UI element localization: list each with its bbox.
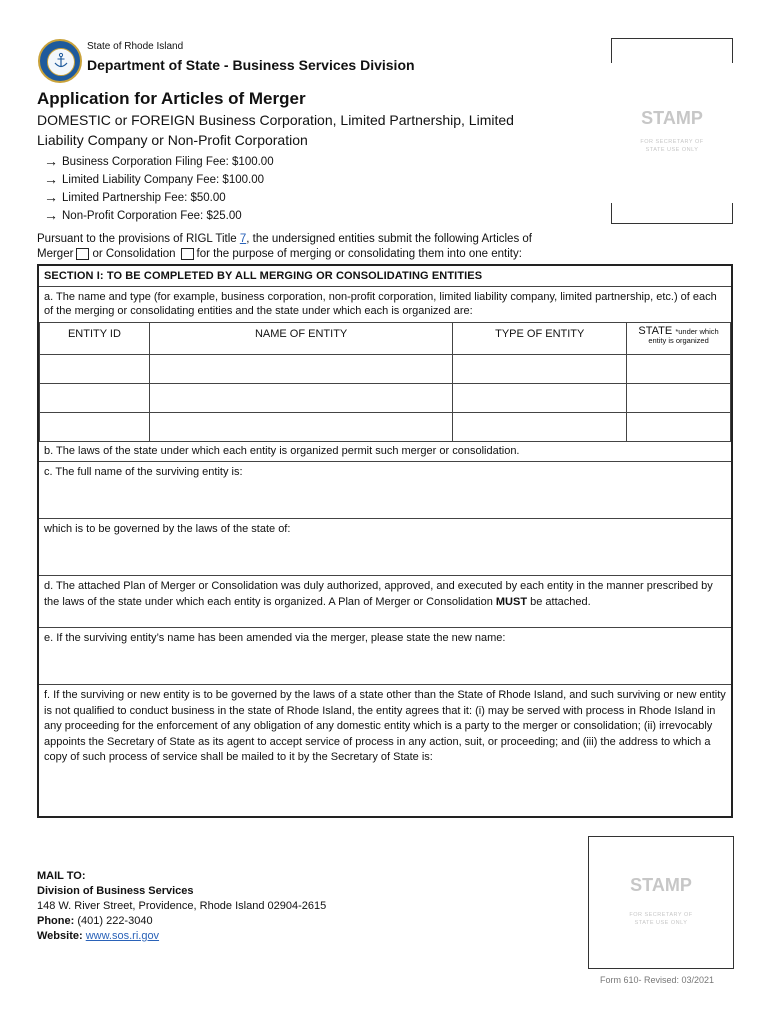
table-row — [40, 413, 731, 442]
stamp-label: STAMP — [641, 108, 703, 128]
arrow-right-icon: → — [44, 153, 58, 169]
entities-table — [39, 322, 731, 442]
arrow-right-icon: → — [44, 207, 58, 223]
entity-state-field[interactable] — [627, 413, 731, 442]
column-header-name: NAME OF ENTITY — [149, 323, 452, 355]
section-1-form — [37, 264, 733, 818]
mail-address: 148 W. River Street, Providence, Rhode Island 02904-2615 — [37, 900, 327, 912]
consolidation-checkbox[interactable] — [181, 248, 194, 260]
entity-id-field[interactable] — [40, 355, 150, 384]
entity-state-field[interactable] — [627, 355, 731, 384]
stamp-note: FOR SECRETARY OF STATE USE ONLY — [629, 912, 693, 926]
website-line: Website: www.sos.ri.gov — [37, 930, 160, 942]
service-address-field[interactable]: f. If the surviving or new entity is to be governed by the laws of a state other than the State of Rhode Island, and such surviving or new entity is not qualified to conduct business in the state of Rhode Island, the entity agrees that it: (i) may be served with process in Rhode Island in any proceeding for the enforcement of any obligation of any domestic entity which is a party to the merger or consolidation; (ii) irrevocably appoints the Secretary of State as its agent to accept service of process in any action, suit, or proceeding; and (iii) the address to which a copy of such process of service shall be mailed to it by the Secretary of State is: — [44, 689, 726, 763]
fee-line: → Business Corporation Filing Fee: $100.00 — [44, 153, 274, 169]
entity-type-field[interactable] — [453, 413, 627, 442]
form-title: Application for Articles of Merger — [37, 89, 306, 108]
pursuant-statement: Pursuant to the provisions of RIGL Title 7, the undersigned entities submit the following Articles of Merger or Consolidation for the purpose of merging or consolidating them into one entity: — [37, 233, 532, 260]
column-header-type: TYPE OF ENTITY — [453, 323, 627, 355]
arrow-right-icon: → — [44, 189, 58, 205]
merger-checkbox[interactable] — [76, 248, 89, 260]
fee-line: → Non-Profit Corporation Fee: $25.00 — [44, 207, 242, 223]
stamp-label: STAMP — [630, 875, 692, 895]
column-header-entity-id: ENTITY ID — [40, 323, 150, 355]
entity-name-field[interactable] — [149, 384, 452, 413]
table-row — [40, 384, 731, 413]
column-header-state: STATE *under which entity is organized — [627, 323, 731, 355]
entity-name-field[interactable] — [149, 413, 452, 442]
entity-state-field[interactable] — [627, 384, 731, 413]
anchor-icon — [52, 52, 70, 70]
form-subtitle: DOMESTIC or FOREIGN Business Corporation, Limited Partnership, Limited Liability Company or Non-Profit Corporation — [37, 112, 514, 148]
question-a: a. The name and type (for example, business corporation, non-profit corporation, limited liability company, limited partnership, etc.) of each of the merging or consolidating entities and the state under which each is organized are: — [44, 291, 717, 317]
entity-id-field[interactable] — [40, 413, 150, 442]
arrow-right-icon: → — [44, 171, 58, 187]
governing-state-field[interactable]: which is to be governed by the laws of the state of: — [39, 519, 731, 576]
stamp-box-top — [611, 38, 733, 224]
section-1-title: SECTION I: TO BE COMPLETED BY ALL MERGING OR CONSOLIDATING ENTITIES — [39, 266, 731, 287]
entity-name-field[interactable] — [149, 355, 452, 384]
statement-d: d. The attached Plan of Merger or Consolidation was duly authorized, approved, and executed by each entity in the manner prescribed by the laws of the state under which each entity is organized. A Plan of Merger or Consolidation MUST be attached. — [39, 576, 731, 628]
state-name: State of Rhode Island — [87, 41, 184, 52]
rigl-title-link[interactable]: 7 — [239, 233, 247, 245]
stamp-note: FOR SECRETARY OF STATE USE ONLY — [640, 139, 704, 153]
form-number: Form 610- Revised: 03/2021 — [600, 975, 715, 985]
entity-type-field[interactable] — [453, 384, 627, 413]
fee-line: → Limited Partnership Fee: $50.00 — [44, 189, 226, 205]
state-seal-logo — [38, 39, 82, 83]
department-name: Department of State - Business Services Division — [87, 57, 415, 73]
entity-type-field[interactable] — [453, 355, 627, 384]
new-name-field[interactable]: e. If the surviving entity’s name has been amended via the merger, please state the new name: — [39, 628, 731, 685]
mail-heading: MAIL TO: — [37, 870, 86, 882]
entity-id-field[interactable] — [40, 384, 150, 413]
statement-b: b. The laws of the state under which each entity is organized permit such merger or consolidation. — [39, 441, 731, 462]
division-name: Division of Business Services — [37, 885, 194, 897]
table-row — [40, 355, 731, 384]
stamp-box-bottom — [588, 836, 734, 969]
surviving-entity-name-field[interactable]: c. The full name of the surviving entity is: — [39, 462, 731, 519]
mail-to-block — [37, 869, 326, 944]
website-link[interactable]: www.sos.ri.gov — [85, 930, 160, 942]
fee-line: → Limited Liability Company Fee: $100.00 — [44, 171, 265, 187]
phone-line: Phone: (401) 222-3040 — [37, 915, 153, 927]
